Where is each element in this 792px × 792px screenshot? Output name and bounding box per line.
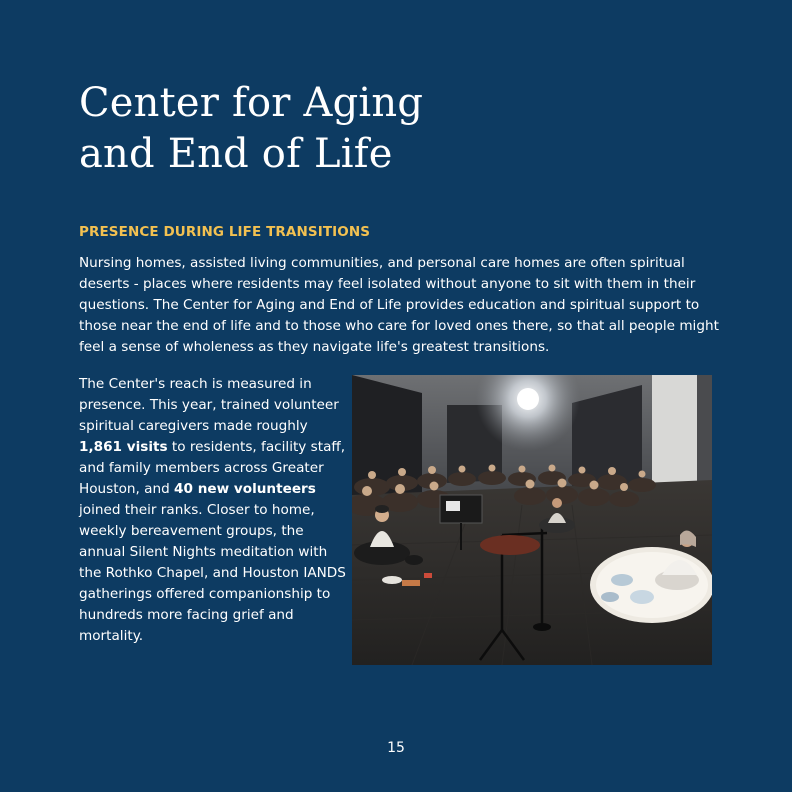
far-right-wall (697, 375, 712, 495)
floor-card (424, 573, 432, 578)
bright-wall-section (652, 375, 697, 493)
photo-illustration (352, 375, 712, 665)
visits-highlight: 1,861 visits (79, 439, 168, 455)
floor-mat-item (402, 580, 420, 586)
intro-paragraph: Nursing homes, assisted living communities, and personal care homes are often spiritual deserts - places where residents may feel isolated without anyone to sit with them in their questions. The Center for Aging and End of Life provides education and spiritual support to those near the end of life and to those who care for loved ones there, so that all people might feel a sense of wholeness as they navigate life's greatest transitions. (79, 255, 719, 355)
page-title-line-1: Center for Aging (79, 80, 424, 126)
white-shoe (382, 576, 402, 584)
volunteers-highlight: 40 new volunteers (174, 481, 316, 497)
body-text-part-2: to residents, facility staff, and family members across Greater Houston, and (79, 439, 346, 497)
stand-base (533, 623, 551, 631)
body-text-part-3: joined their ranks. Closer to home, weekly bereavement groups, the annual Silent Nights meditation with the Rothko Chapel, and Houston IANDS gatherings offered companionship to hundreds more facing grief and mortality. (79, 502, 346, 644)
ceiling-light (517, 388, 539, 410)
meditation-cushion (405, 555, 423, 565)
page-title-line-2: and End of Life (79, 131, 393, 177)
page-number: 15 (387, 740, 405, 756)
body-text-part-1: The Center's reach is measured in presence. This year, trained volunteer spiritual caregivers made roughly (79, 376, 339, 434)
page-title (79, 78, 423, 180)
meditation-gathering-photo (352, 375, 712, 665)
section-heading: PRESENCE DURING LIFE TRANSITIONS (79, 224, 371, 240)
body-paragraph (79, 374, 347, 647)
